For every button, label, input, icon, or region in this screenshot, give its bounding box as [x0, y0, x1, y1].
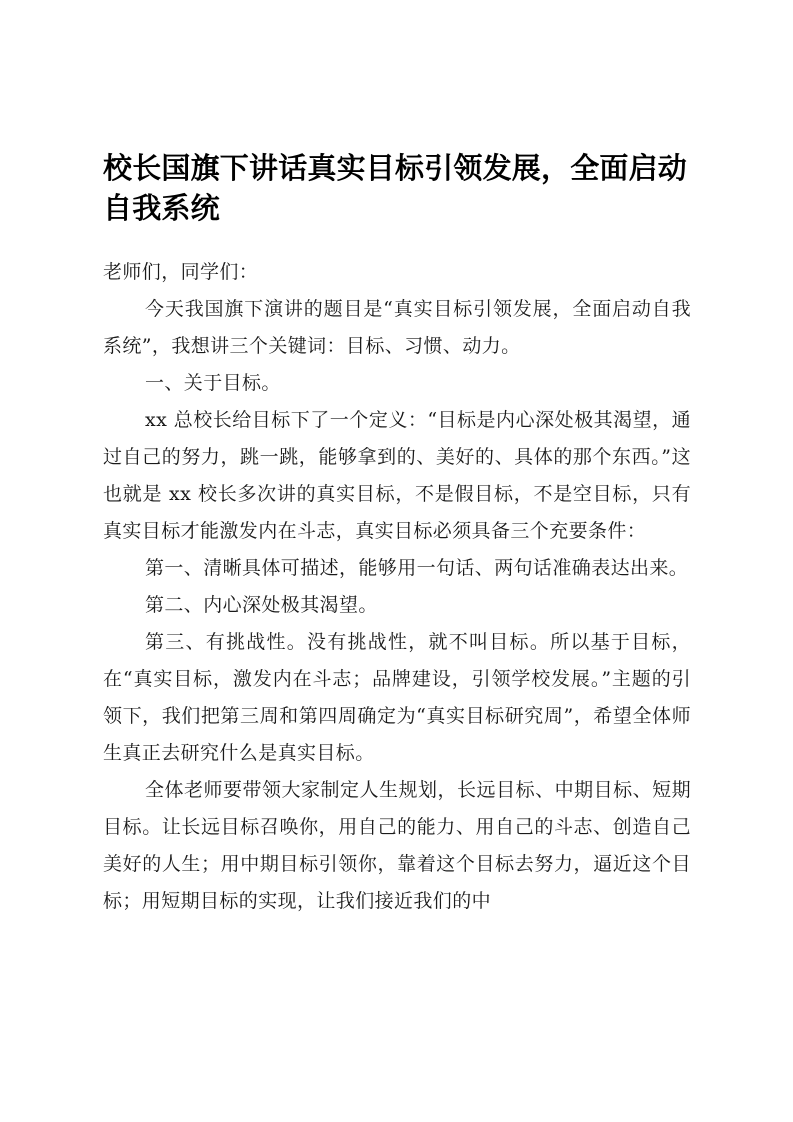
page-title: 校长国旗下讲话真实目标引领发展，全面启动自我系统 — [103, 151, 688, 225]
document-content — [103, 0, 691, 920]
paragraph-salutation: 老师们，同学们： — [103, 261, 259, 283]
document-body — [103, 254, 691, 920]
paragraph-condition-one: 第一、清晰具体可描述，能够用一句话、两句话准确表达出来。 — [145, 557, 689, 579]
paragraph-intro: 今天我国旗下演讲的题目是“真实目标引领发展，全面启动自我系统”，我想讲三个关键词：目标、习惯、动力。 — [103, 298, 691, 357]
section-heading-one: 一、关于目标。 — [145, 372, 281, 394]
paragraph-condition-two: 第二、内心深处极其渴望。 — [145, 594, 378, 616]
paragraph-condition-three: 第三、有挑战性。没有挑战性，就不叫目标。所以基于目标，在“真实目标，激发内在斗志；品牌建设，引领学校发展。”主题的引领下，我们把第三周和第四周确定为“真实目标研究周”，希望全体师生真正去研究什么是真实目标。 — [103, 631, 691, 764]
paragraph-life-planning: 全体老师要带领大家制定人生规划，长远目标、中期目标、短期目标。让长远目标召唤你，用自己的能力、用自己的斗志、创造自己美好的人生；用中期目标引领你，靠着这个目标去努力，逼近这个目标；用短期目标的实现，让我们接近我们的中 — [103, 779, 691, 912]
paragraph-definition: xx 总校长给目标下了一个定义：“目标是内心深处极其渴望，通过自己的努力，跳一跳，能够拿到的、美好的、具体的那个东西。”这也就是 xx 校长多次讲的真实目标，不是假目标，不是空目标，只有真实目标才能激发内在斗志，真实目标必须具备三个充要条件： — [103, 409, 691, 542]
